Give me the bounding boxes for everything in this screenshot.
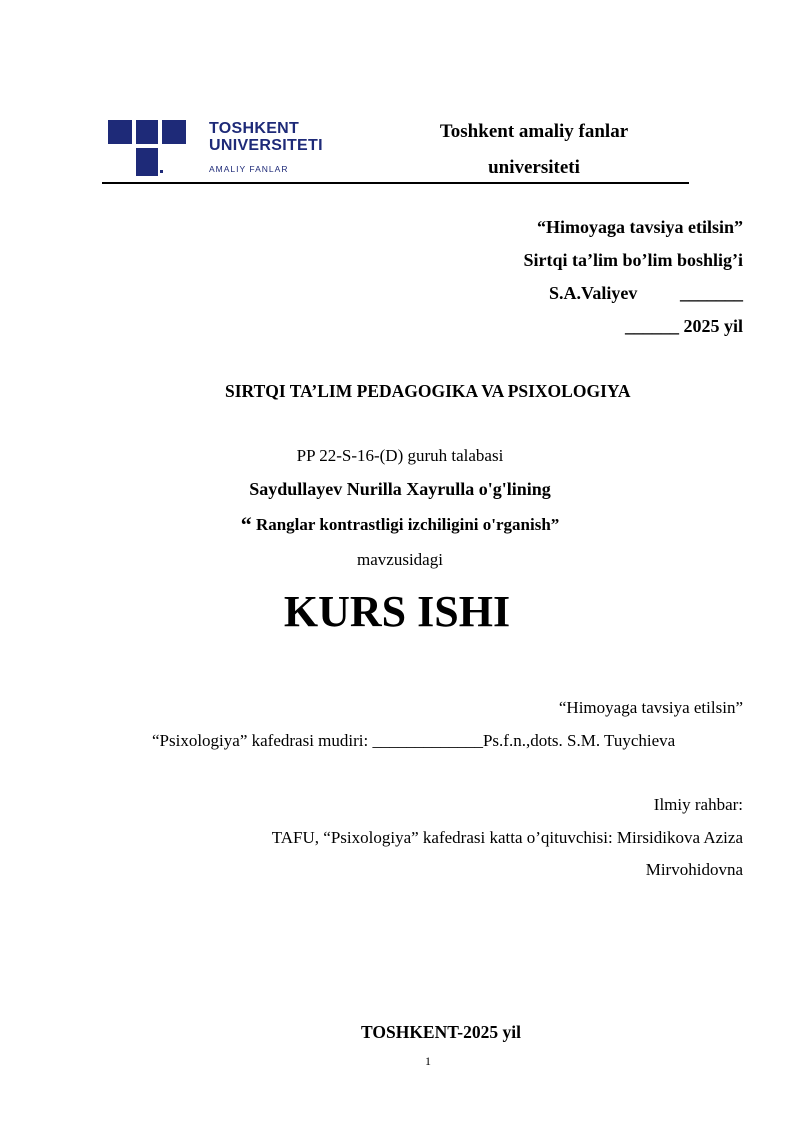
logo-wordmark <box>209 120 323 154</box>
student-group: PP 22-S-16-(D) guruh talabasi <box>296 446 504 465</box>
footer-city-year: TOSHKENT-2025 yil <box>361 1022 521 1042</box>
topic-line <box>0 512 800 538</box>
page-number: 1 <box>425 1054 431 1068</box>
supervisor-line2: Mirvohidovna <box>645 860 743 879</box>
supervisor-label: Ilmiy rahbar: <box>653 795 743 814</box>
university-name-line2: universiteti <box>488 157 580 178</box>
approval-top-date: ______ 2025 yil <box>624 316 743 336</box>
topic-open-quote: “ <box>240 512 252 537</box>
student-name: Saydullayev Nurilla Xayrulla o'g'lining <box>249 479 551 499</box>
department-title: SIRTQI TA’LIM PEDAGOGIKA VA PSIXOLOGIYA <box>225 381 631 401</box>
approval-top-name: S.A.Valiyev <box>549 283 638 303</box>
approval-top-signature: _______ <box>680 283 743 303</box>
logo-line1: TOSHKENT <box>209 120 300 137</box>
university-name-line1: Toshkent amaliy fanlar <box>439 121 629 142</box>
work-type-title: KURS ISHI <box>283 587 511 636</box>
logo-mark-icon <box>108 120 188 178</box>
header-divider <box>102 182 689 184</box>
topic-suffix: mavzusidagi <box>357 550 443 569</box>
topic-title: Ranglar kontrastligi izchiligini o'rganish” <box>255 515 560 534</box>
university-name <box>400 114 668 186</box>
university-logo <box>108 120 338 180</box>
logo-subtitle: AMALIY FANLAR <box>209 164 289 174</box>
approval-bottom-recommend: “Himoyaga tavsiya etilsin” <box>558 698 743 717</box>
supervisor-line1: TAFU, “Psixologiya” kafedrasi katta o’qituvchisi: Mirsidikova Aziza <box>271 828 743 847</box>
approval-top-recommend: “Himoyaga tavsiya etilsin” <box>537 217 743 237</box>
department-head-line: “Psixologiya” kafedrasi mudiri: _____________Ps.f.n.,dots. S.M. Tuychieva <box>152 731 676 750</box>
logo-line2: UNIVERSITETI <box>209 137 323 154</box>
approval-top-position: Sirtqi ta’lim bo’lim boshlig’i <box>523 250 743 270</box>
